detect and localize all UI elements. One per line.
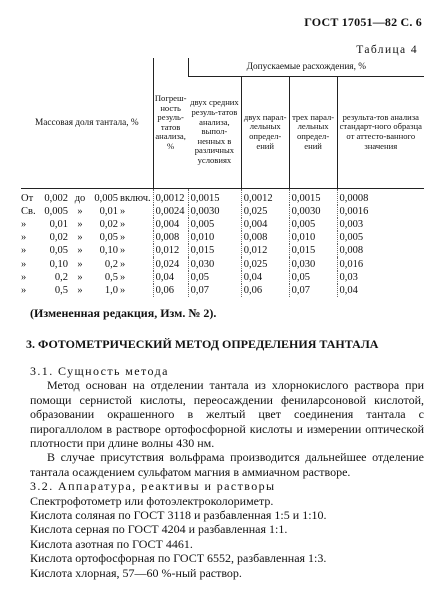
range-high: 0,2 bbox=[104, 258, 118, 270]
range-suffix: » bbox=[120, 218, 126, 230]
reagent-item: Кислота ортофосфорная по ГОСТ 6552, разбавленная 1:3. bbox=[30, 551, 327, 566]
range-low: 0,02 bbox=[49, 232, 68, 244]
error-cell: 0,04 bbox=[153, 271, 188, 284]
table-row bbox=[21, 284, 424, 297]
range-low: 0,10 bbox=[49, 258, 68, 270]
range-low: 0,2 bbox=[54, 271, 68, 283]
body-text bbox=[30, 364, 424, 580]
range-high: 1,0 bbox=[104, 284, 118, 296]
three-parallel-cell: 0,010 bbox=[289, 231, 337, 244]
range-separator: до bbox=[74, 192, 86, 204]
paragraph-method: Метод основан на отделении тантала из хлорнокислого раствора при помощи сернистой кислоты, переосаждении фениларсоновой кислотой, образовании окрашенного в желтый цвет соединения тантала с пирогаллолом в растворе ортофосфорной кислоты и измерении оптической плотности при длине волны 430 нм. bbox=[30, 378, 424, 451]
mass-range-cell bbox=[21, 231, 153, 244]
table-row bbox=[21, 205, 424, 218]
range-low: 0,002 bbox=[44, 192, 68, 204]
range-low: 0,01 bbox=[49, 218, 68, 230]
range-high: 0,005 bbox=[94, 192, 118, 204]
range-suffix: » bbox=[120, 232, 126, 244]
standard-sample-cell: 0,003 bbox=[337, 218, 424, 231]
range-suffix: » bbox=[120, 271, 126, 283]
error-cell: 0,0012 bbox=[153, 188, 188, 205]
range-separator: » bbox=[77, 245, 83, 257]
range-prefix: Св. bbox=[21, 205, 36, 217]
table-row bbox=[21, 244, 424, 257]
header-standard-sample: результа-тов анализа стандарт-ного образца от аттесто-ванного значения bbox=[337, 76, 424, 188]
table-row bbox=[21, 231, 424, 244]
range-prefix: » bbox=[21, 232, 27, 244]
two-means-cell: 0,05 bbox=[188, 271, 241, 284]
two-parallel-cell: 0,0012 bbox=[241, 188, 289, 205]
two-means-cell: 0,0015 bbox=[188, 188, 241, 205]
range-low: 0,005 bbox=[44, 205, 68, 217]
range-separator: » bbox=[77, 258, 83, 270]
range-suffix: включ. bbox=[120, 192, 151, 204]
subsection-3-1: 3.1. Сущность метода bbox=[30, 364, 169, 378]
range-suffix: » bbox=[120, 284, 126, 296]
standard-sample-cell: 0,005 bbox=[337, 231, 424, 244]
table-row bbox=[21, 257, 424, 270]
range-low: 0,5 bbox=[54, 284, 68, 296]
error-cell: 0,004 bbox=[153, 218, 188, 231]
mass-range-cell bbox=[21, 244, 153, 257]
range-separator: » bbox=[77, 218, 83, 230]
three-parallel-cell: 0,030 bbox=[289, 257, 337, 270]
range-suffix: » bbox=[120, 258, 126, 270]
range-prefix: » bbox=[21, 245, 27, 257]
mass-range-cell bbox=[21, 284, 153, 297]
header-two-means: двух средних резуль-татов анализа, выпол-ненных в различных условиях bbox=[188, 76, 241, 188]
error-cell: 0,012 bbox=[153, 244, 188, 257]
reagent-item: Кислота хлорная, 57—60 %-ный раствор. bbox=[30, 565, 242, 580]
standard-sample-cell: 0,016 bbox=[337, 257, 424, 270]
table-caption: Таблица 4 bbox=[356, 44, 418, 56]
tolerance-table bbox=[21, 58, 424, 297]
standard-sample-cell: 0,04 bbox=[337, 284, 424, 297]
table-row bbox=[21, 271, 424, 284]
two-parallel-cell: 0,008 bbox=[241, 231, 289, 244]
subsection-3-2: 3.2. Аппаратура, реактивы и растворы bbox=[30, 479, 276, 494]
three-parallel-cell: 0,0030 bbox=[289, 205, 337, 218]
page-header: ГОСТ 17051—82 С. 6 bbox=[304, 15, 422, 29]
range-separator: » bbox=[77, 232, 83, 244]
table-row bbox=[21, 218, 424, 231]
range-low: 0,05 bbox=[49, 245, 68, 257]
reagent-item: Кислота азотная по ГОСТ 4461. bbox=[30, 536, 193, 551]
standard-sample-cell: 0,0008 bbox=[337, 188, 424, 205]
range-prefix: » bbox=[21, 258, 27, 270]
two-parallel-cell: 0,004 bbox=[241, 218, 289, 231]
two-means-cell: 0,005 bbox=[188, 218, 241, 231]
three-parallel-cell: 0,015 bbox=[289, 244, 337, 257]
header-three-parallel: трех парал-лельных определ-ений bbox=[289, 76, 337, 188]
reagent-item: Кислота серная по ГОСТ 4204 и разбавленная 1:1. bbox=[30, 522, 288, 537]
table-body bbox=[21, 188, 424, 297]
range-prefix: » bbox=[21, 271, 27, 283]
two-parallel-cell: 0,06 bbox=[241, 284, 289, 297]
error-cell: 0,024 bbox=[153, 257, 188, 270]
range-suffix: » bbox=[120, 205, 126, 217]
paragraph-tungsten: В случае присутствия вольфрама производится дальнейшее отделение тантала осаждением сульфатом магния в аммиачном растворе. bbox=[30, 450, 424, 479]
three-parallel-cell: 0,0015 bbox=[289, 188, 337, 205]
reagent-list bbox=[30, 494, 424, 580]
two-parallel-cell: 0,04 bbox=[241, 271, 289, 284]
two-parallel-cell: 0,025 bbox=[241, 205, 289, 218]
mass-range-cell bbox=[21, 205, 153, 218]
range-suffix: » bbox=[120, 245, 126, 257]
range-high: 0,01 bbox=[99, 205, 118, 217]
header-two-parallel: двух парал-лельных определ-ений bbox=[241, 76, 289, 188]
two-parallel-cell: 0,012 bbox=[241, 244, 289, 257]
edition-note: (Измененная редакция, Изм. № 2). bbox=[30, 306, 217, 320]
two-means-cell: 0,015 bbox=[188, 244, 241, 257]
range-high: 0,5 bbox=[104, 271, 118, 283]
range-separator: » bbox=[77, 205, 83, 217]
table-row bbox=[21, 188, 424, 205]
standard-sample-cell: 0,0016 bbox=[337, 205, 424, 218]
mass-range-cell bbox=[21, 271, 153, 284]
two-means-cell: 0,030 bbox=[188, 257, 241, 270]
three-parallel-cell: 0,05 bbox=[289, 271, 337, 284]
range-high: 0,10 bbox=[99, 245, 118, 257]
header-error: Погреш-ность резуль-татов анализа, % bbox=[153, 58, 188, 188]
range-prefix: » bbox=[21, 284, 27, 296]
two-means-cell: 0,010 bbox=[188, 231, 241, 244]
mass-range-cell bbox=[21, 257, 153, 270]
range-separator: » bbox=[77, 284, 83, 296]
mass-range-cell bbox=[21, 188, 153, 205]
three-parallel-cell: 0,07 bbox=[289, 284, 337, 297]
mass-range-cell bbox=[21, 218, 153, 231]
three-parallel-cell: 0,005 bbox=[289, 218, 337, 231]
standard-sample-cell: 0,008 bbox=[337, 244, 424, 257]
two-parallel-cell: 0,025 bbox=[241, 257, 289, 270]
reagent-item: Спектрофотометр или фотоэлектроколориметр. bbox=[30, 493, 274, 508]
range-separator: » bbox=[77, 271, 83, 283]
range-prefix: » bbox=[21, 218, 27, 230]
header-mass-fraction: Массовая доля тантала, % bbox=[21, 58, 153, 188]
reagent-item: Кислота соляная по ГОСТ 3118 и разбавленная 1:5 и 1:10. bbox=[30, 508, 327, 523]
error-cell: 0,06 bbox=[153, 284, 188, 297]
two-means-cell: 0,0030 bbox=[188, 205, 241, 218]
two-means-cell: 0,07 bbox=[188, 284, 241, 297]
section-title: 3. ФОТОМЕТРИЧЕСКИЙ МЕТОД ОПРЕДЕЛЕНИЯ ТАНТАЛА bbox=[26, 337, 379, 351]
range-prefix: От bbox=[21, 192, 34, 204]
error-cell: 0,0024 bbox=[153, 205, 188, 218]
standard-sample-cell: 0,03 bbox=[337, 271, 424, 284]
header-allowed-discrepancies: Допускаемые расхождения, % bbox=[188, 58, 424, 76]
range-high: 0,05 bbox=[99, 232, 118, 244]
range-high: 0,02 bbox=[99, 218, 118, 230]
error-cell: 0,008 bbox=[153, 231, 188, 244]
